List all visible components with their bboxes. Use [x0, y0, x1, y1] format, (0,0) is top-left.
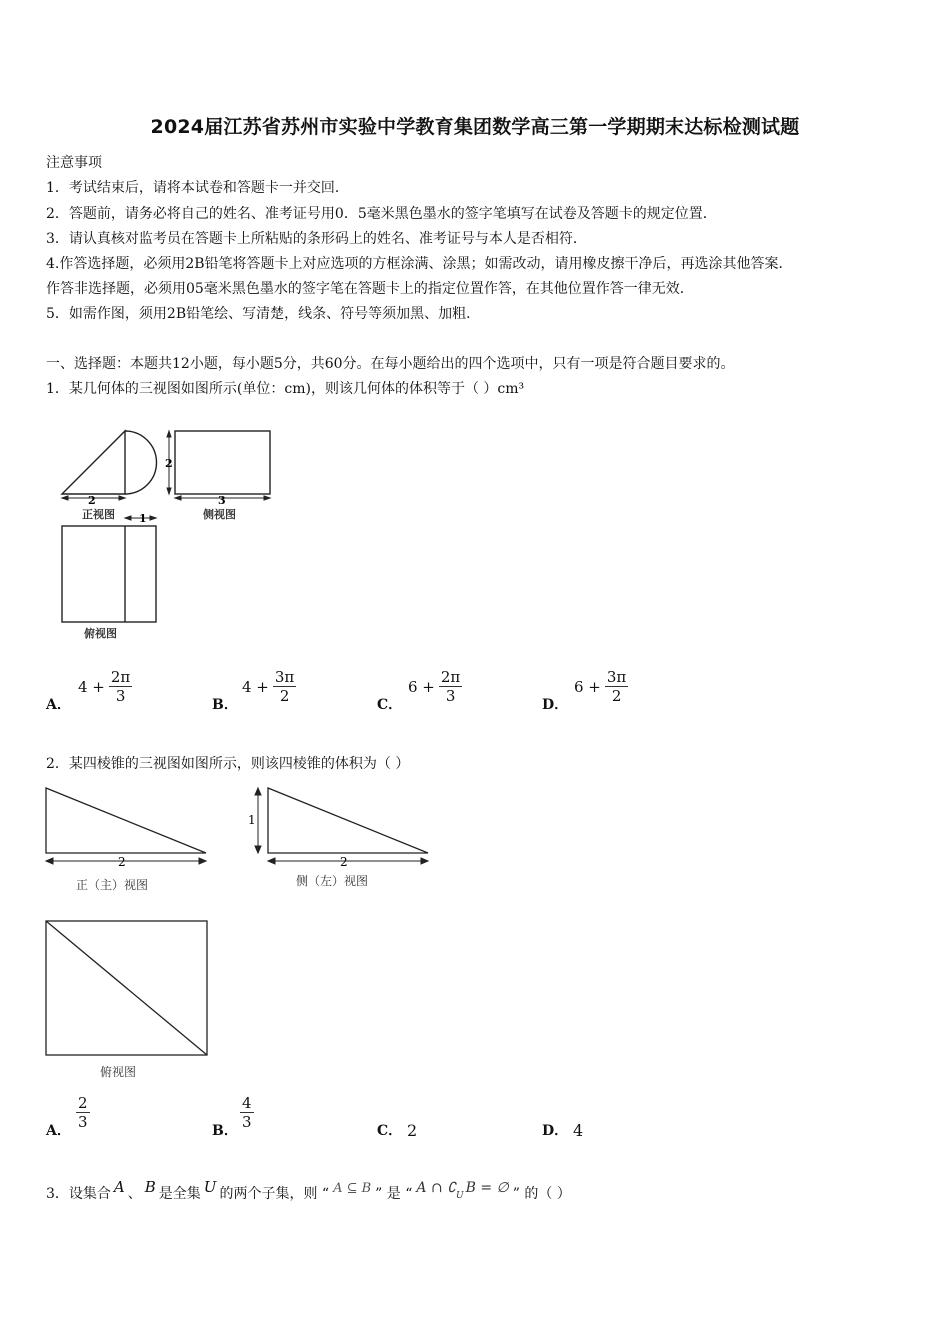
- q1-option-a-num: 2π: [110, 668, 131, 686]
- section-heading: 一、选择题：本题共12小题，每小题5分，共60分。在每小题给出的四个选项中，只有一项是符合题目要求的。: [46, 356, 735, 372]
- q1-option-d-num: 3π: [606, 668, 627, 686]
- q1-side-rect: [175, 431, 270, 494]
- q1-option-b-int: 4 +: [242, 677, 269, 696]
- q1-dim-2: 2: [88, 494, 96, 507]
- q2-option-b-den: 3: [242, 1113, 252, 1131]
- notice-item: 4.作答选择题，必须用2B铅笔将答题卡上对应选项的方框涂满、涂黑；如需改动，请用橡皮擦干净后，再选涂其他答案．: [46, 256, 793, 272]
- q1-option-a-den: 3: [115, 687, 126, 705]
- q1-dim-3: 3: [218, 494, 226, 507]
- q2-option-d-value: 4: [573, 1121, 584, 1140]
- q1-option-d-den: 2: [611, 687, 622, 705]
- q3-pre: 3．设集合: [46, 1186, 111, 1202]
- q3-sep: 、: [127, 1186, 142, 1202]
- q2-top-diagonal: [46, 921, 207, 1055]
- q1-option-c-label: C．: [377, 697, 403, 713]
- question-2-text: 2．某四棱锥的三视图如图所示，则该四棱锥的体积为（ ）: [46, 756, 410, 772]
- q2-option-c-value: 2: [407, 1121, 418, 1140]
- q3-set-a: A: [113, 1178, 125, 1196]
- q3-cond2: A ∩ ∁: [416, 1180, 457, 1196]
- q3-mid2: 的两个子集，则 “: [219, 1186, 330, 1202]
- q2-front-caption: 正（主）视图: [76, 878, 149, 892]
- q1-option-a-value: [78, 668, 132, 705]
- q1-option-c-den: 3: [445, 687, 456, 705]
- q1-option-d-label: D．: [542, 697, 569, 713]
- q1-option-b-den: 2: [279, 687, 290, 705]
- q2-option-a-label: A．: [46, 1123, 71, 1139]
- q3-set-b: B: [144, 1178, 156, 1196]
- q1-option-b-num: 3π: [274, 668, 295, 686]
- question-3-text: [46, 1178, 571, 1203]
- notice-item: 5．如需作图，须用2B铅笔绘、写清楚，线条、符号等须加黑、加粗．: [46, 306, 481, 322]
- q1-option-b-value: [242, 668, 296, 705]
- q2-option-d-label: D．: [542, 1123, 569, 1139]
- notice-item: 3．请认真核对监考员在答题卡上所粘贴的条形码上的姓名、准考证号与本人是否相符．: [46, 231, 587, 247]
- q2-three-view-figure: [40, 780, 440, 1085]
- notice-item: 2．答题前，请务必将自己的姓名、准考证号用0．5毫米黑色墨水的签字笔填写在试卷及答题卡的规定位置．: [46, 206, 717, 222]
- q1-top-caption: 俯视图: [84, 627, 117, 640]
- q3-set-u: U: [203, 1178, 217, 1196]
- q3-mid3: ” 是 “: [375, 1186, 413, 1202]
- q1-front-semicircle: [125, 431, 157, 494]
- q3-mid1: 是全集: [158, 1186, 201, 1202]
- q3-end: ” 的（ ）: [512, 1186, 571, 1202]
- page-title: 2024届江苏省苏州市实验中学教育集团数学高三第一学期期末达标检测试题: [150, 116, 800, 138]
- q2-option-a-value: [76, 1094, 90, 1131]
- q1-option-d-value: [574, 668, 628, 705]
- q3-cond1: A ⊆ B: [333, 1181, 372, 1196]
- q1-front-caption: 正视图: [82, 508, 115, 521]
- q2-option-c-label: C．: [377, 1123, 403, 1139]
- q2-top-caption: 俯视图: [100, 1065, 137, 1079]
- q1-option-c-num: 2π: [440, 668, 461, 686]
- q1-option-a-int: 4 +: [78, 677, 105, 696]
- q1-front-triangle: [62, 431, 125, 494]
- q3-cond2-sub: U: [456, 1191, 464, 1201]
- q2-option-a-num: 2: [78, 1094, 88, 1112]
- q1-option-b-label: B．: [212, 697, 238, 713]
- q1-top-rect: [62, 526, 156, 622]
- notice-item: 作答非选择题，必须用05毫米黑色墨水的签字笔在答题卡上的指定位置作答，在其他位置作答一律无效．: [46, 281, 694, 297]
- notice-item: 1．考试结束后，请将本试卷和答题卡一并交回．: [46, 180, 349, 196]
- q2-side-triangle: [268, 788, 428, 853]
- q2-side-caption: 侧（左）视图: [296, 874, 369, 888]
- notice-heading: 注意事项: [46, 155, 102, 171]
- q1-option-d-int: 6 +: [574, 677, 601, 696]
- q2-dim-2-front: 2: [118, 855, 126, 869]
- q2-option-b-num: 4: [242, 1094, 252, 1112]
- q2-dim-1: 1: [248, 813, 256, 827]
- q1-side-caption: 侧视图: [203, 508, 236, 521]
- q1-option-c-int: 6 +: [408, 677, 435, 696]
- q2-option-b-label: B．: [212, 1123, 238, 1139]
- q2-front-triangle: [46, 788, 206, 853]
- q1-dim-vertical-2: 2: [165, 457, 173, 470]
- q1-option-c-value: [408, 668, 462, 705]
- q1-dim-1: 1: [139, 512, 147, 525]
- q2-option-a-den: 3: [78, 1113, 88, 1131]
- q1-option-a-label: A．: [46, 697, 71, 713]
- q2-option-b-value: [240, 1094, 254, 1131]
- question-1-text: 1．某几何体的三视图如图所示(单位：cm)，则该几何体的体积等于（ ）cm³: [46, 381, 525, 397]
- q1-three-view-figure: [40, 420, 290, 645]
- q3-cond2b: B = ∅: [465, 1180, 509, 1196]
- q2-dim-2-side: 2: [340, 855, 348, 869]
